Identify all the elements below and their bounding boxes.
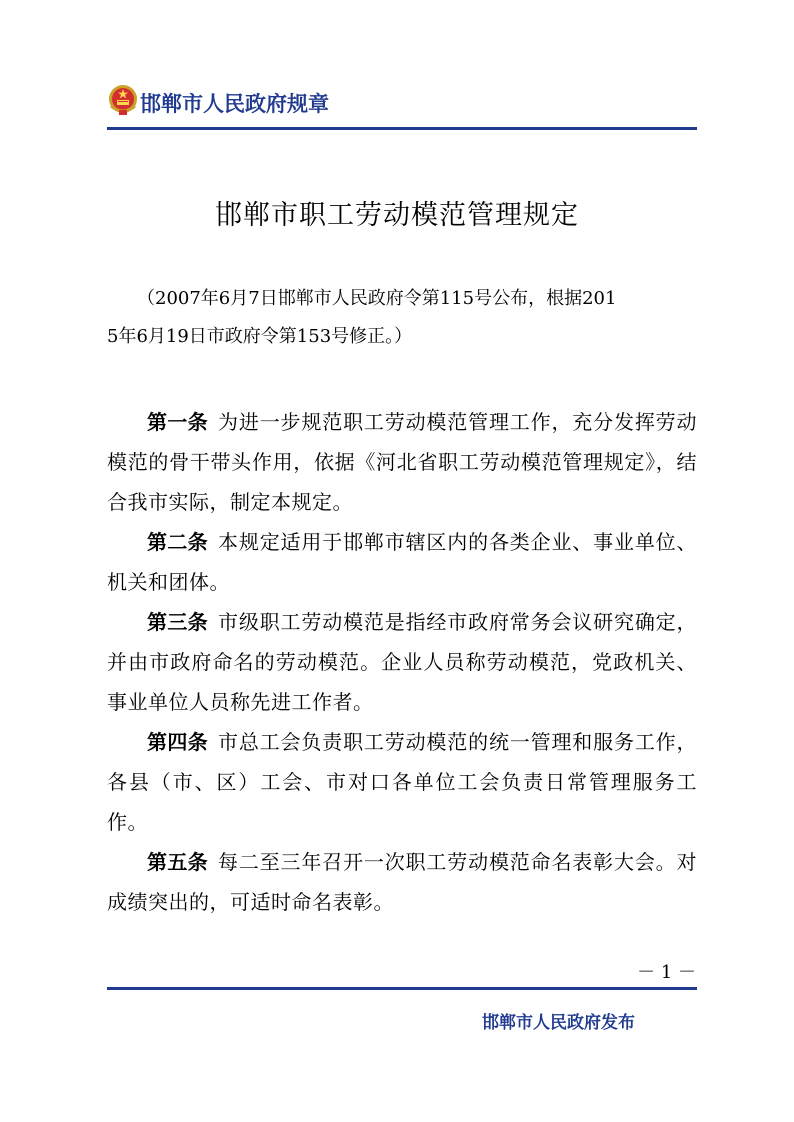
footer-publisher: 邯郸市人民政府发布 [482, 1013, 635, 1033]
article-label: 第三条 [147, 610, 209, 634]
article-label: 第二条 [147, 530, 209, 554]
article-label: 第五条 [147, 850, 209, 874]
article-3 [107, 602, 697, 722]
article-text: 市级职工劳动模范是指经市政府常务会议研究确定，并由市政府命名的劳动模范。企业人员称劳动模范，党政机关、事业单位人员称先进工作者。 [107, 610, 698, 714]
article-text: 为进一步规范职工劳动模范管理工作，充分发挥劳动模范的骨干带头作用，依据《河北省职工劳动模范管理规定》，结合我市实际，制定本规定。 [107, 410, 698, 514]
article-label: 第一条 [147, 410, 209, 434]
document-title: 邯郸市职工劳动模范管理规定 [215, 200, 579, 231]
footer-divider [107, 987, 697, 990]
header-divider [107, 127, 697, 130]
article-label: 第四条 [147, 730, 209, 754]
article-text: 市总工会负责职工劳动模范的统一管理和服务工作，各县（市、区）工会、市对口各单位工会负责日常管理服务工作。 [107, 730, 698, 834]
article-5 [107, 842, 697, 922]
page-number: － 1 － [637, 962, 696, 983]
article-2 [107, 522, 697, 602]
article-1 [107, 402, 697, 522]
note-line: （2007年6月7日邯郸市人民政府令第115号公布，根据201 [137, 288, 617, 309]
promulgation-note [107, 280, 697, 356]
article-text: 每二至三年召开一次职工劳动模范命名表彰大会。对成绩突出的，可适时命名表彰。 [107, 850, 698, 914]
note-line: 5年6月19日市政府令第153号修正。） [107, 326, 413, 347]
page-header [107, 84, 697, 120]
national-emblem-icon [107, 84, 139, 116]
article-text: 本规定适用于邯郸市辖区内的各类企业、事业单位、机关和团体。 [107, 530, 698, 594]
header-title: 邯郸市人民政府规章 [140, 91, 329, 116]
article-4 [107, 722, 697, 842]
articles-body [107, 402, 697, 922]
